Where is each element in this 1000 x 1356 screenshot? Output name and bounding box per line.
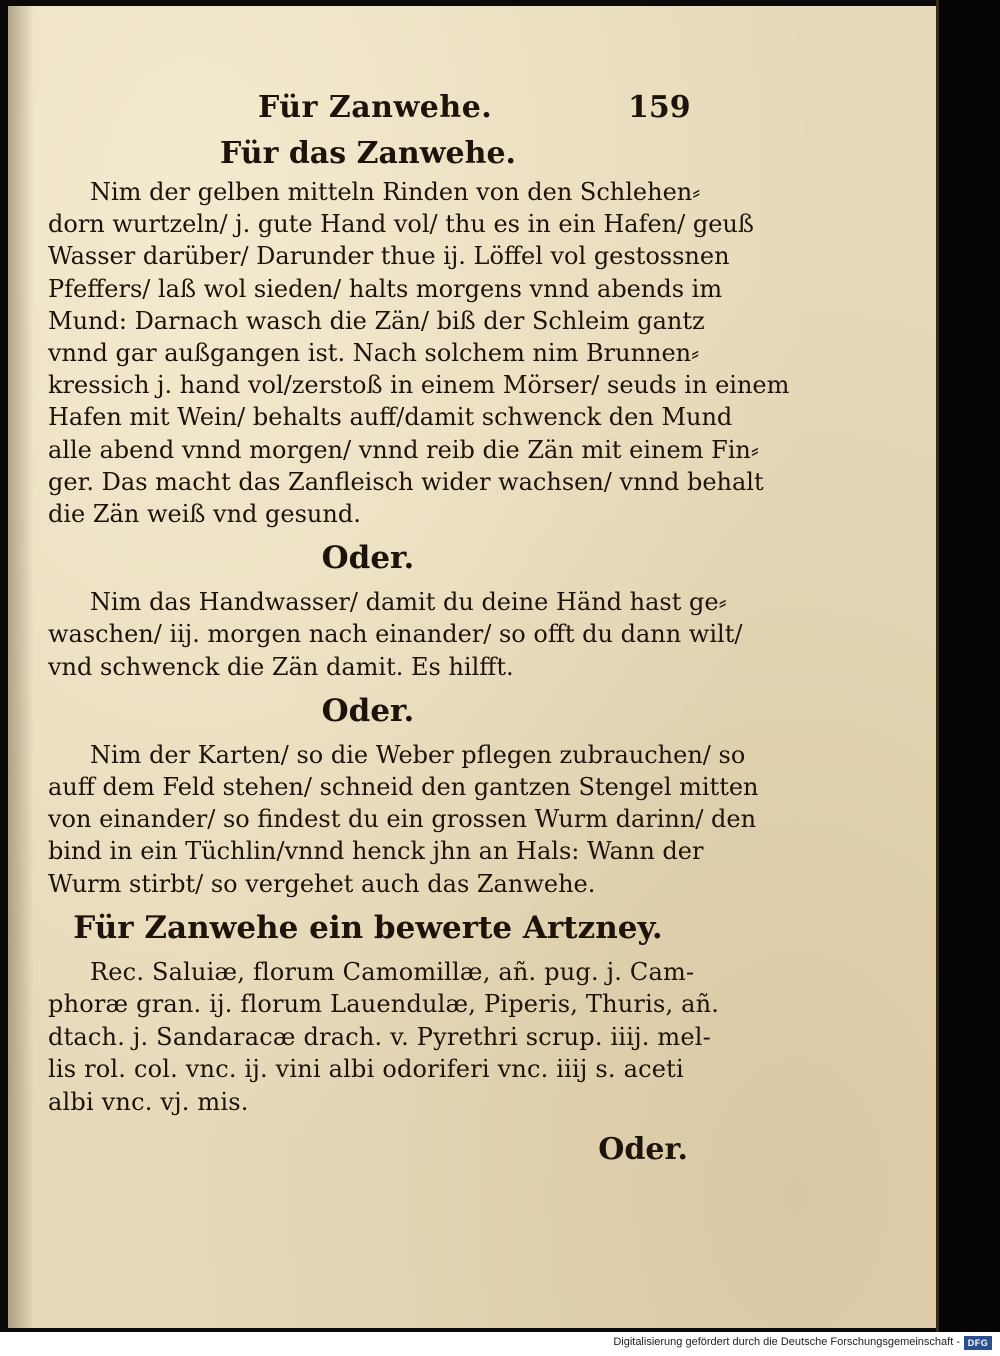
- text-line: von einander/ so findest du ein grossen Wurm darinn/ den: [48, 805, 757, 834]
- funding-credit: Digitalisierung gefördert durch die Deutsche Forschungsgemeinschaft -: [613, 1336, 960, 1348]
- text-line: dorn wurtzeln/ j. gute Hand vol/ thu es in ein Hafen/ geuß: [48, 210, 754, 239]
- paragraph-karten-remedy: [48, 739, 759, 900]
- text-line: Nim das Handwasser/ damit du deine Händ hast ge⸗: [90, 588, 727, 617]
- text-line: Wasser darüber/ Darunder thue ij. Löffel vol gestossnen: [48, 242, 730, 271]
- text-line: die Zän weiß vnd gesund.: [48, 500, 361, 529]
- page-gutter-shadow: [8, 6, 34, 1328]
- section-heading-oder: Oder.: [321, 692, 415, 729]
- text-line: kressich j. hand vol/zerstoß in einem Mörser/ seuds in einem: [48, 371, 790, 400]
- text-line: waschen/ iij. morgen nach einander/ so offt du dann wilt/: [48, 620, 743, 649]
- text-line: vnnd gar außgangen ist. Nach solchem nim Brunnen⸗: [48, 339, 700, 368]
- text-line: alle abend vnnd morgen/ vnnd reib die Zän mit einem Fin⸗: [48, 435, 759, 464]
- text-line: Mund: Darnach wasch die Zän/ biß der Schleim gantz: [48, 306, 705, 335]
- running-head: [48, 86, 691, 132]
- text-line: bind in ein Tüchlin/vnnd henck jhn an Hals: Wann der: [48, 837, 704, 866]
- footer-bar: [0, 1332, 1000, 1356]
- text-line: Hafen mit Wein/ behalts auff/damit schwenck den Mund: [48, 403, 733, 432]
- paragraph-handwasser-remedy: [48, 586, 743, 683]
- text-line: albi vnc. vj. mis.: [48, 1087, 249, 1116]
- text-line: Pfeffers/ laß wol sieden/ halts morgens vnnd abends im: [48, 274, 723, 303]
- right-scan-margin: [936, 0, 1000, 1332]
- running-head-title: Für Zanwehe.: [258, 90, 493, 125]
- text-line: Rec. Saluiæ, florum Camomillæ, añ. pug. j. Cam-: [90, 957, 695, 986]
- section-heading-artzney: Für Zanwehe ein bewerte Artzney.: [73, 909, 663, 946]
- text-line: lis rol. col. vnc. ij. vini albi odoriferi vnc. iiij s. aceti: [48, 1055, 684, 1084]
- text-line: auff dem Feld stehen/ schneid den gantzen Stengel mitten: [48, 773, 759, 802]
- text-line: Wurm stirbt/ so vergehet auch das Zanwehe.: [48, 869, 596, 898]
- text-line: Nim der Karten/ so die Weber pflegen zubrauchen/ so: [90, 740, 746, 769]
- text-line: vnd schwenck die Zän damit. Es hilfft.: [48, 652, 514, 681]
- text-line: dtach. j. Sandaracæ drach. v. Pyrethri scrup. iiij. mel-: [48, 1022, 711, 1051]
- text-line: phoræ gran. ij. florum Lauendulæ, Piperis, Thuris, añ.: [48, 990, 720, 1019]
- dfg-logo-icon: DFG: [964, 1336, 992, 1350]
- page-number: 159: [628, 90, 691, 125]
- section-heading-zanwehe: Für das Zanwehe.: [220, 136, 516, 171]
- text-line: ger. Das macht das Zanfleisch wider wachsen/ vnnd behalt: [48, 467, 764, 496]
- section-heading-oder: Oder.: [321, 540, 415, 577]
- catchword: Oder.: [598, 1132, 688, 1168]
- paragraph-latin-recipe: [48, 956, 720, 1119]
- page-edge: [936, 0, 939, 1332]
- page-text: [48, 86, 790, 1168]
- text-line: Nim der gelben mitteln Rinden von den Schlehen⸗: [90, 178, 701, 206]
- paragraph-schlehen-remedy: [48, 176, 790, 530]
